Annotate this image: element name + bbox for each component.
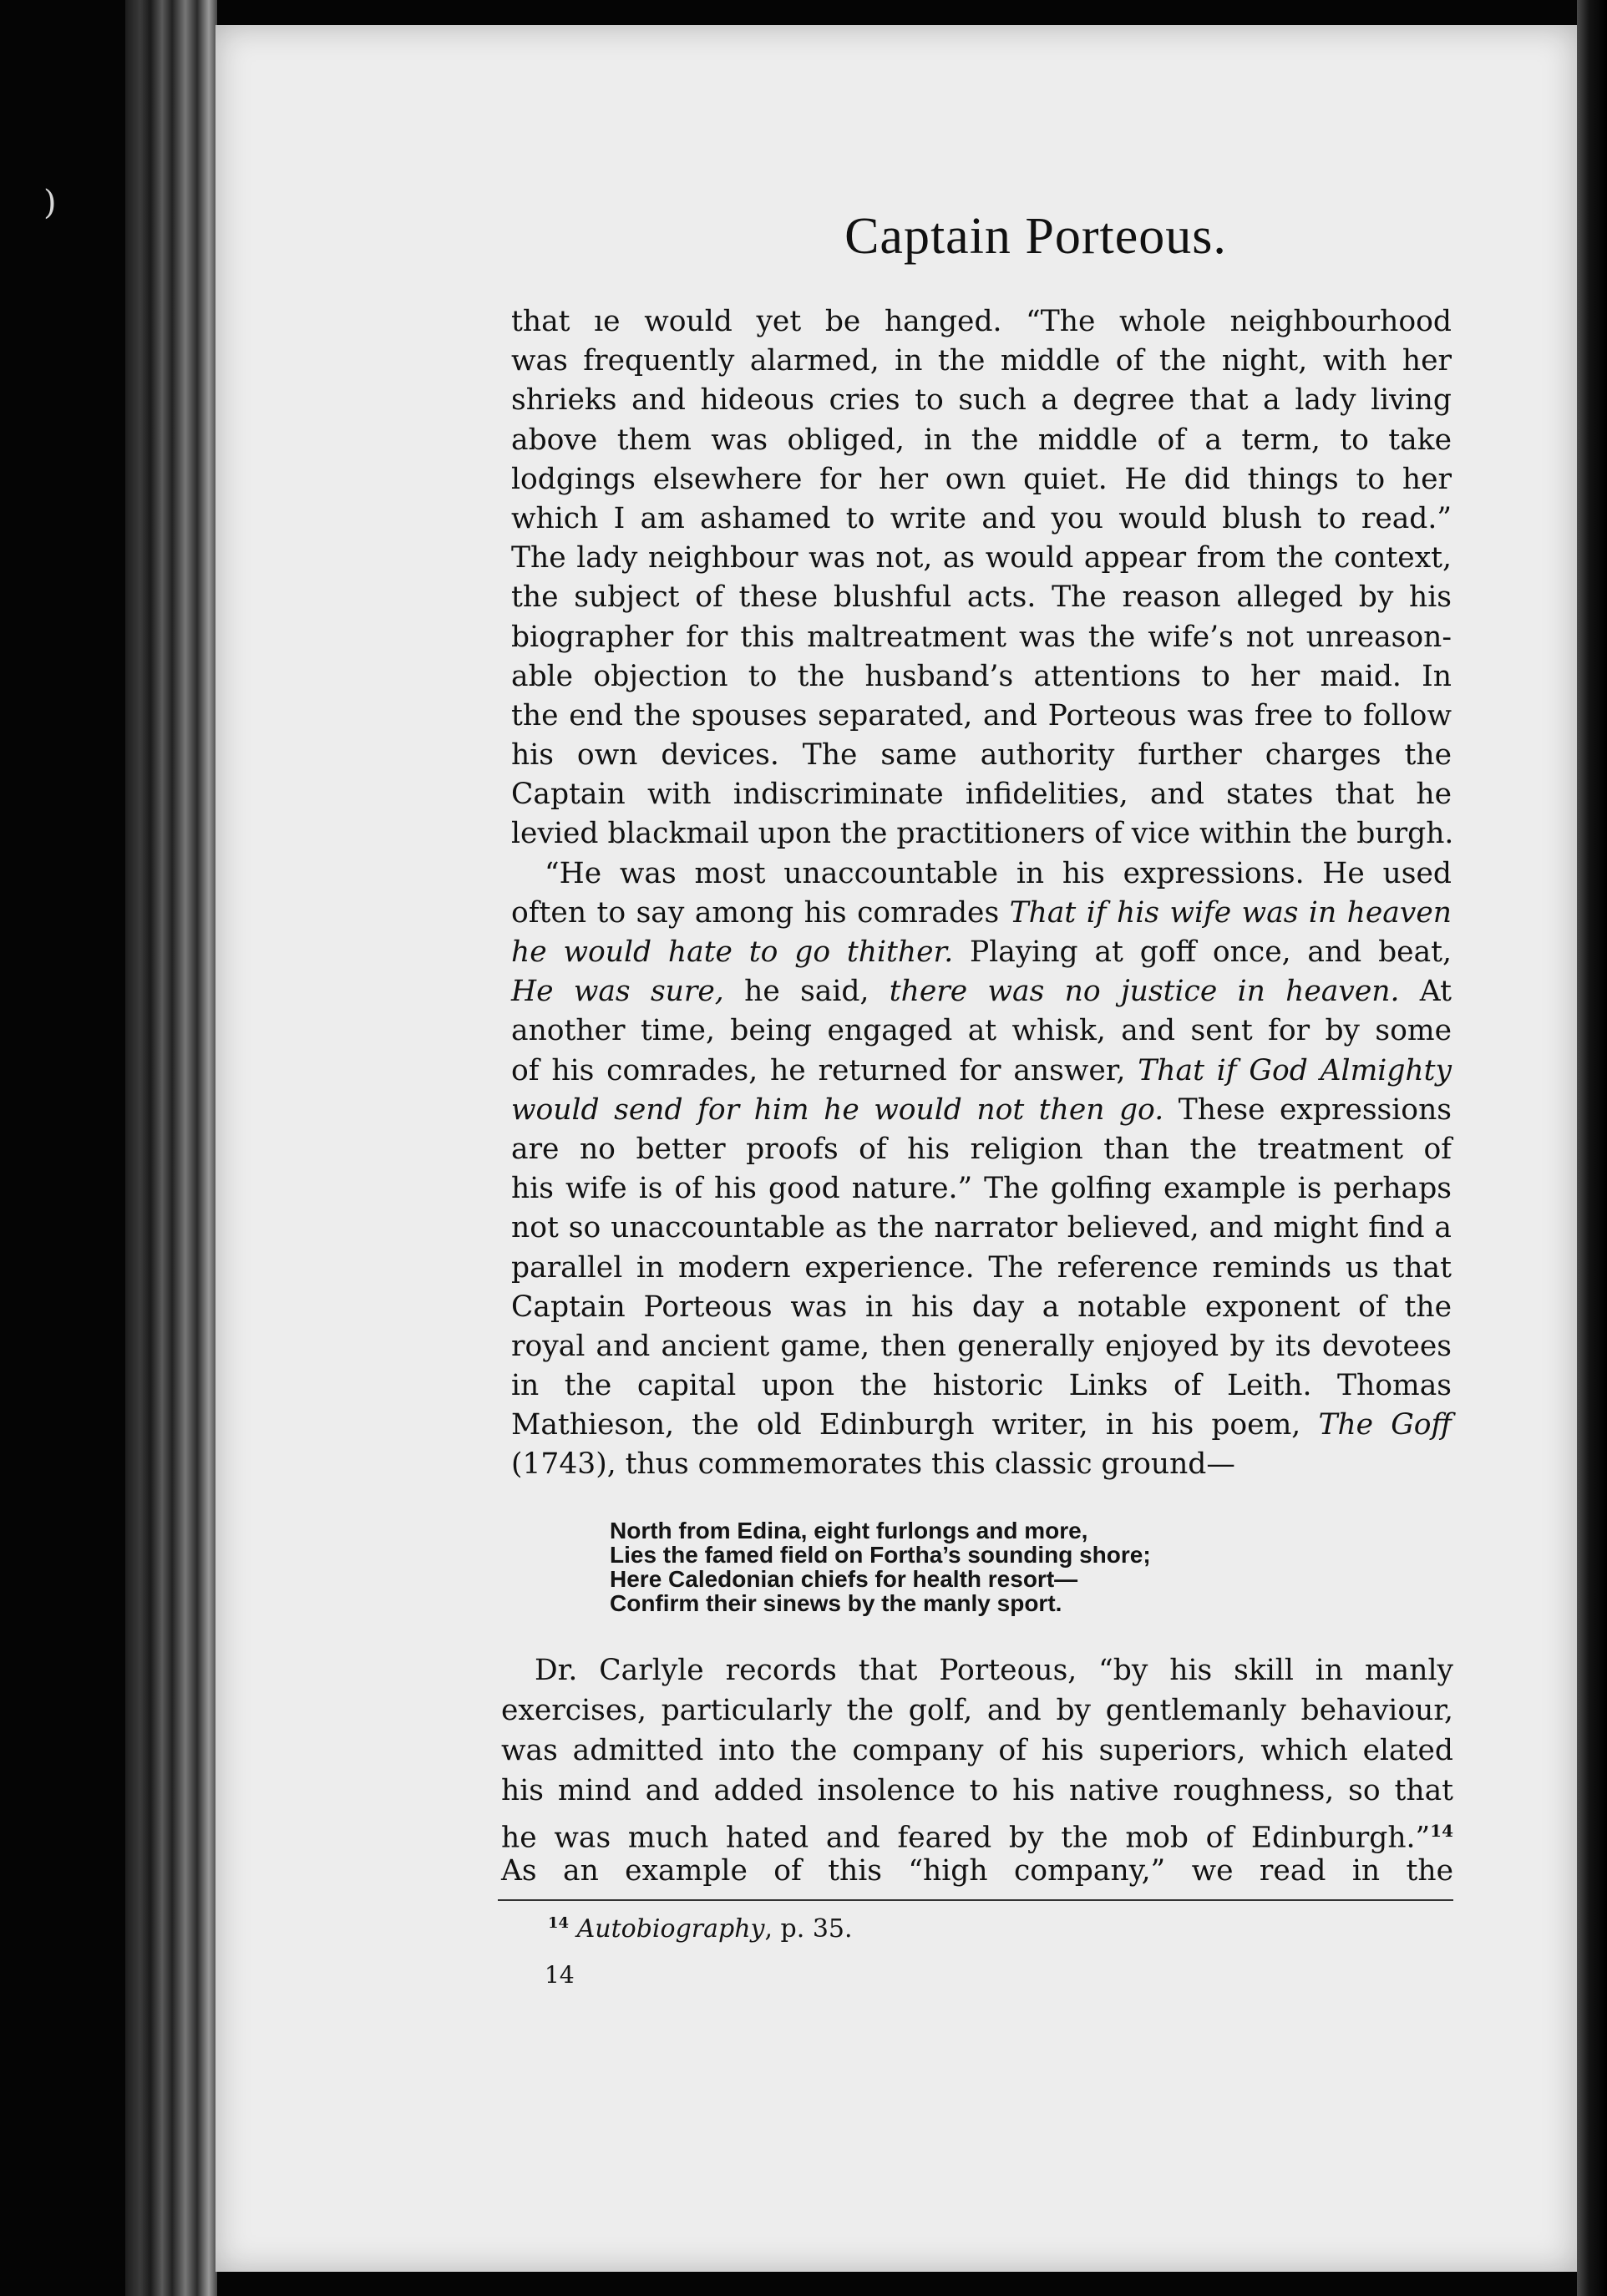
text-line	[511, 1091, 1452, 1130]
text-line: (1743), thus commemorates this classic ground—	[511, 1447, 1235, 1482]
text-line: royal and ancient game, then generally enjoyed by its devotees	[511, 1329, 1452, 1363]
text-line: As an example of this “high company,” we read in the	[501, 1854, 1453, 1888]
text-line: able objection to the husband’s attentions to her maid. In	[511, 659, 1452, 693]
text-run: At	[1399, 975, 1452, 1009]
text-line: “He was most unaccountable in his expressions. He used	[545, 856, 1452, 890]
footnote-rule	[498, 1899, 1453, 1901]
text-line: not so unaccountable as the narrator believed, and might find a	[511, 1211, 1452, 1245]
text-line	[511, 894, 1452, 933]
text-line: his own devices. The same authority further charges the	[511, 738, 1452, 773]
italic-quote: That if God Almighty	[1138, 1053, 1452, 1087]
text-line: was frequently alarmed, in the middle of the night, with her	[511, 344, 1452, 378]
italic-quote: He was sure,	[511, 975, 724, 1009]
verse-quotation	[610, 1518, 1295, 1615]
text-line: The lady neighbour was not, as would appear from the context,	[511, 541, 1452, 575]
italic-quote: That if his wife was in heaven	[1009, 895, 1452, 930]
italic-quote: there was no justice in heaven.	[889, 975, 1400, 1009]
text-line: Dr. Carlyle records that Porteous, “by his skill in manly	[535, 1654, 1453, 1687]
footnote-title: Autobiography	[576, 1914, 765, 1944]
text-run: often to say among his comrades	[511, 895, 1010, 930]
text-line: the end the spouses separated, and Porteous was free to follow	[511, 698, 1452, 732]
italic-quote: he would hate to go thither.	[511, 935, 954, 969]
text-line: above them was obliged, in the middle of a term, to take	[511, 423, 1452, 457]
text-line: levied blackmail upon the practitioners of vice within the burgh.	[511, 817, 1454, 851]
text-line: was admitted into the company of his superiors, which elated	[501, 1734, 1453, 1767]
page-number: 14	[545, 1961, 575, 1989]
verse-line: Here Caledonian chiefs for health resort—	[610, 1566, 1078, 1592]
text-line: his mind and added insolence to his native roughness, so that	[501, 1774, 1453, 1807]
text-line: shrieks and hideous cries to such a degree that a lady living	[511, 383, 1452, 418]
italic-quote: would send for him he would not then go.	[511, 1092, 1164, 1127]
text-line	[511, 933, 1452, 972]
text-line	[511, 1406, 1452, 1445]
footnote	[548, 1914, 853, 1944]
running-head: Captain Porteous.	[844, 208, 1227, 265]
book-binding-edge	[125, 0, 217, 2296]
body-paragraph-carlyle	[501, 1650, 1453, 1891]
text-line: Captain with indiscriminate infidelities, and states that he	[511, 778, 1452, 812]
text-line: are no better proofs of his religion than the treatment of	[511, 1132, 1452, 1166]
text-run: Mathieson, the old Edinburgh writer, in his poem,	[511, 1408, 1319, 1442]
text-line	[511, 972, 1452, 1011]
text-line: parallel in modern experience. The reference reminds us that	[511, 1250, 1452, 1285]
verse-line: Confirm their sinews by the manly sport.	[610, 1590, 1062, 1616]
text-line: his wife is of his good nature.” The golfing example is perhaps	[511, 1172, 1452, 1206]
text-line: which I am ashamed to write and you would blush to read.”	[511, 501, 1452, 535]
text-line	[511, 1052, 1452, 1091]
page-right-edge	[1577, 0, 1607, 2296]
text-line: biographer for this maltreatment was the wife’s not unreason-	[511, 620, 1452, 654]
footnote-marker: 14	[548, 1914, 570, 1932]
verse-line: Lies the famed field on Fortha’s sounding shore;	[610, 1542, 1151, 1568]
footnote-ref: 14	[1430, 1821, 1453, 1841]
text-line: lodgings elsewhere for her own quiet. He did things to her	[511, 462, 1452, 496]
body-paragraphs	[511, 302, 1452, 1485]
margin-mark: )	[43, 184, 57, 222]
text-run: These expressions	[1163, 1092, 1452, 1127]
text-line	[501, 1811, 1453, 1855]
poem-title: The Goff	[1318, 1408, 1452, 1442]
text-line: the subject of these blushful acts. The reason alleged by his	[511, 580, 1452, 615]
text-run: of his comrades, he returned for answer,	[511, 1053, 1138, 1087]
text-run: Playing at goff once, and beat,	[953, 935, 1452, 969]
text-run: he said,	[723, 975, 890, 1009]
text-run: he was much hated and feared by the mob of Edinburgh.”	[501, 1821, 1431, 1855]
text-line: exercises, particularly the golf, and by gentlemanly behaviour,	[501, 1694, 1453, 1727]
text-line: that ıe would yet be hanged. “The whole neighbourhood	[511, 305, 1452, 338]
text-line: Captain Porteous was in his day a notable exponent of the	[511, 1290, 1452, 1324]
text-line: in the capital upon the historic Links of Leith. Thomas	[511, 1369, 1452, 1403]
text-line: another time, being engaged at whisk, and sent for by some	[511, 1014, 1452, 1048]
footnote-text: , p. 35.	[764, 1914, 853, 1944]
verse-line: North from Edina, eight furlongs and more,	[610, 1518, 1088, 1543]
